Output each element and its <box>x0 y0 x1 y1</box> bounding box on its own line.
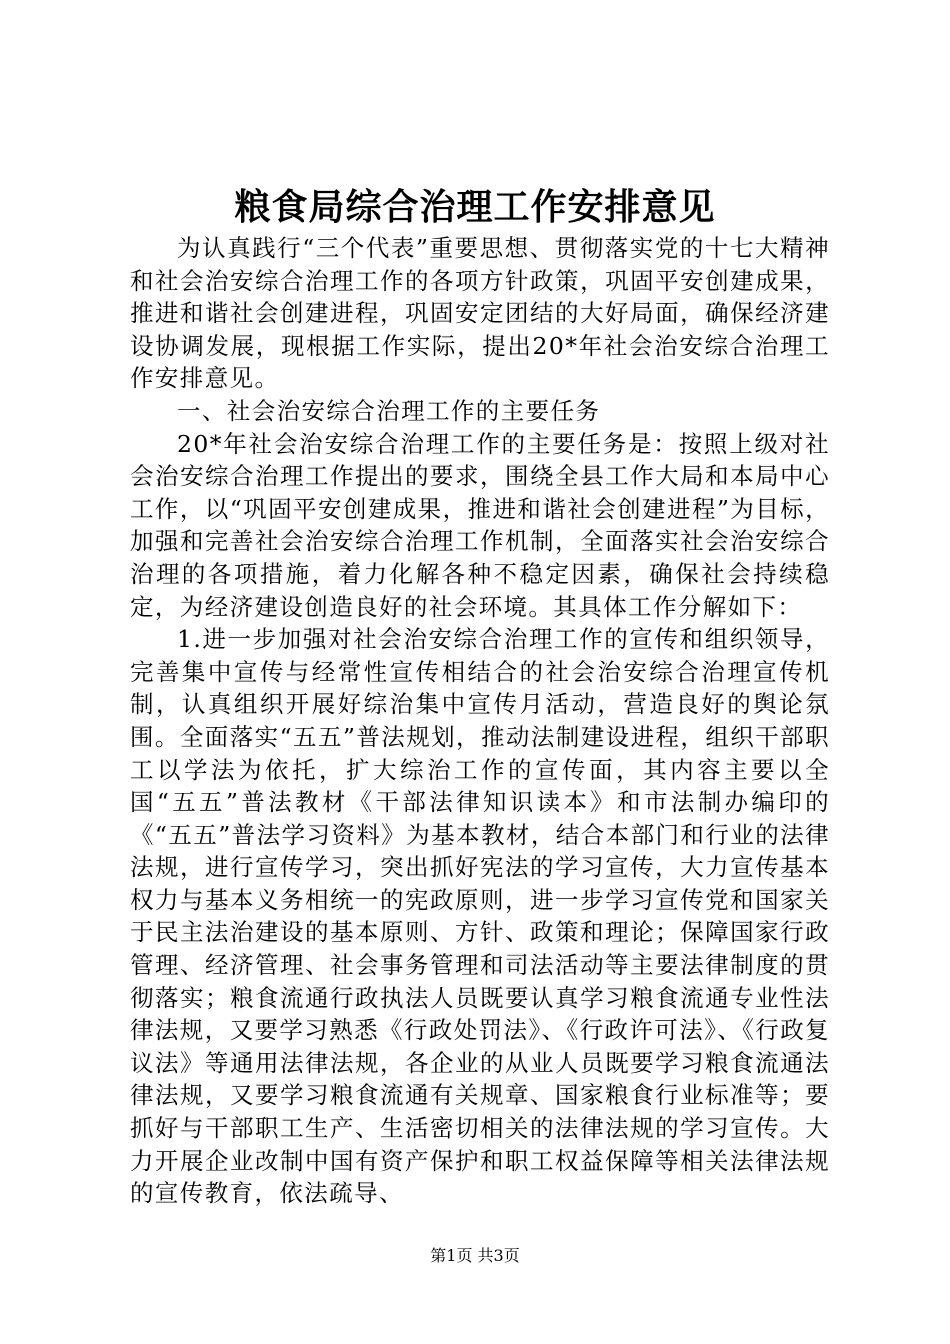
intro-paragraph: 为认真践行“三个代表”重要思想、贯彻落实党的十七大精神和社会治安综合治理工作的各项方针政策，巩固平安创建成果，推进和谐社会创建进程，巩固安定团结的大好局面，确保经济建设协调发展，现根据工作实际，提出20*年社会治安综合治理工作安排意见。 <box>130 234 830 393</box>
task-paragraph: 20*年社会治安综合治理工作的主要任务是：按照上级对社会治安综合治理工作提出的要求，围绕全县工作大局和本局中心工作，以“巩固平安创建成果，推进和谐社会创建进程”为目标，加强和完善社会治安综合治理工作机制，全面落实社会治安综合治理的各项措施，着力化解各种不稳定因素，确保社会持续稳定，为经济建设创造良好的社会环境。其具体工作分解如下： <box>130 429 830 621</box>
item-1-paragraph: 1.进一步加强对社会治安综合治理工作的宣传和组织领导，完善集中宣传与经常性宣传相结合的社会治安综合治理宣传机制，认真组织开展好综治集中宣传月活动，营造良好的舆论氛围。全面落实“五五”普法规划，推动法制建设进程，组织干部职工以学法为依托，扩大综治工作的宣传面，其内容主要以全国“五五”普法教材《干部法律知识读本》和市法制办编印的《“五五”普法学习资料》为基本教材，结合本部门和行业的法律法规，进行宣传学习，突出抓好宪法的学习宣传，大力宣传基本权力与基本义务相统一的宪政原则，进一步学习宣传党和国家关于民主法治建设的基本原则、方针、政策和理论；保障国家行政管理、经济管理、社会事务管理和司法活动等主要法律制度的贯彻落实；粮食流通行政执法人员既要认真学习粮食流通专业性法律法规，又要学习熟悉《行政处罚法》、《行政许可法》、《行政复议法》等通用法律法规，各企业的从业人员既要学习粮食流通法律法规，又要学习粮食流通有关规章、国家粮食行业标准等；要抓好与干部职工生产、生活密切相关的法律法规的学习宣传。大力开展企业改制中国有资产保护和职工权益保障等相关法律法规的宣传教育，依法疏导、 <box>130 625 830 1208</box>
document-body <box>130 232 830 1210</box>
section-heading: 一、社会治安综合治理工作的主要任务 <box>177 396 601 425</box>
page-footer: 第1页 共3页 <box>430 1246 520 1265</box>
document-title: 粮食局综合治理工作安排意见 <box>234 186 716 228</box>
